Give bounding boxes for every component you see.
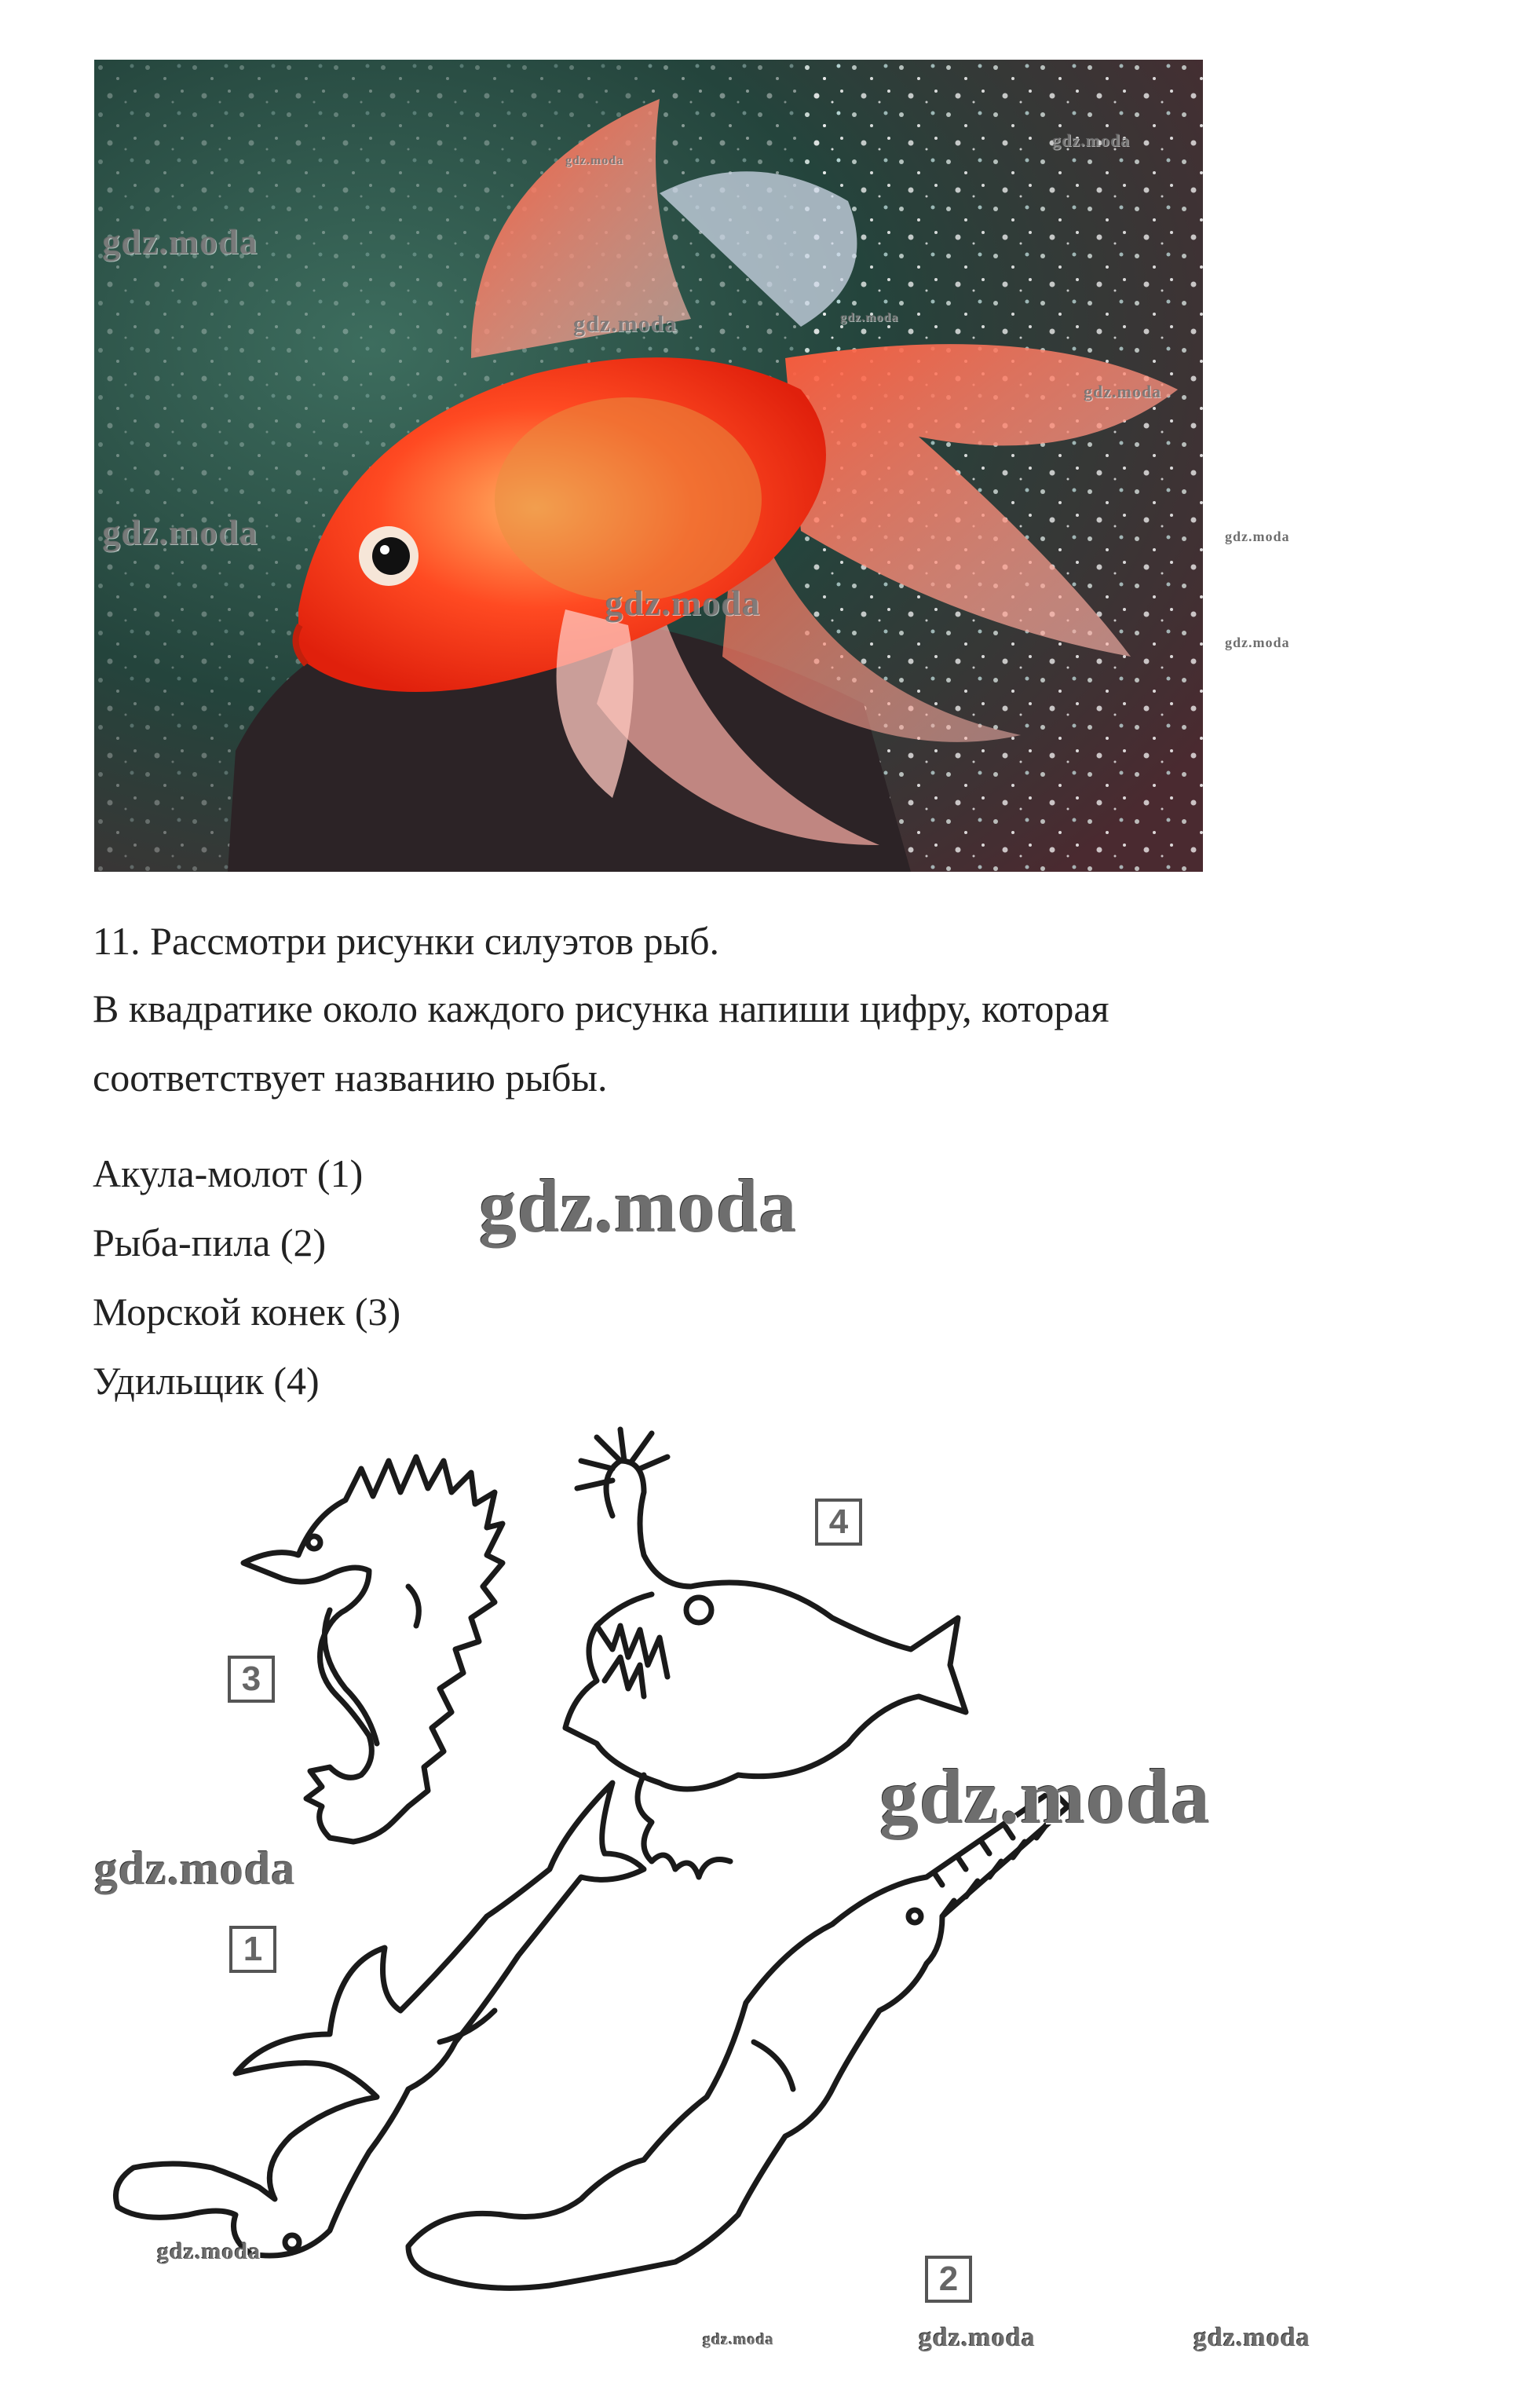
task-title: 11. Рассмотри рисунки силуэтов рыб. (93, 919, 720, 963)
watermark: gdz.moda (919, 2323, 1036, 2352)
watermark: gdz.moda (1194, 2323, 1311, 2352)
answer-box-anglerfish[interactable]: 4 (815, 1499, 862, 1546)
goldfish-illustration (94, 60, 1203, 872)
fish-list-item: Акула-молот (1) (93, 1151, 364, 1195)
watermark: gdz.moda (605, 583, 761, 623)
fish-list-item: Рыба-пила (2) (93, 1220, 327, 1264)
fish-list-item: Удильщик (4) (93, 1359, 320, 1403)
answer-box-sawfish[interactable]: 2 (925, 2256, 972, 2303)
watermark: gdz.moda (479, 1164, 798, 1248)
seahorse-outline (243, 1457, 503, 1842)
watermark: gdz.moda (703, 2331, 774, 2348)
watermark: gdz.moda (879, 1753, 1211, 1840)
watermark: gdz.moda (102, 221, 258, 262)
watermark: gdz.moda (102, 512, 258, 552)
watermark: gdz.moda (1052, 130, 1131, 150)
watermark: gdz.moda (157, 2238, 261, 2264)
goldfish-photo (94, 60, 1203, 872)
watermark: gdz.moda (94, 1843, 296, 1894)
watermark: gdz.moda (1225, 529, 1290, 544)
sawfish-outline (408, 1791, 1068, 2288)
watermark: gdz.moda (1225, 635, 1290, 650)
answer-box-seahorse[interactable]: 3 (228, 1656, 275, 1703)
fish-list-item: Морской конек (3) (93, 1290, 401, 1334)
watermark: gdz.moda (573, 311, 678, 337)
task-instruction-line2: соответствует названию рыбы. (93, 1056, 608, 1100)
answer-box-hammerhead[interactable]: 1 (229, 1926, 276, 1973)
task-instruction-line1: В квадратике около каждого рисунка напиши цифру, которая (93, 986, 1109, 1030)
watermark: gdz.moda (840, 311, 899, 324)
watermark: gdz.moda (1084, 382, 1162, 401)
watermark: gdz.moda (565, 154, 624, 167)
